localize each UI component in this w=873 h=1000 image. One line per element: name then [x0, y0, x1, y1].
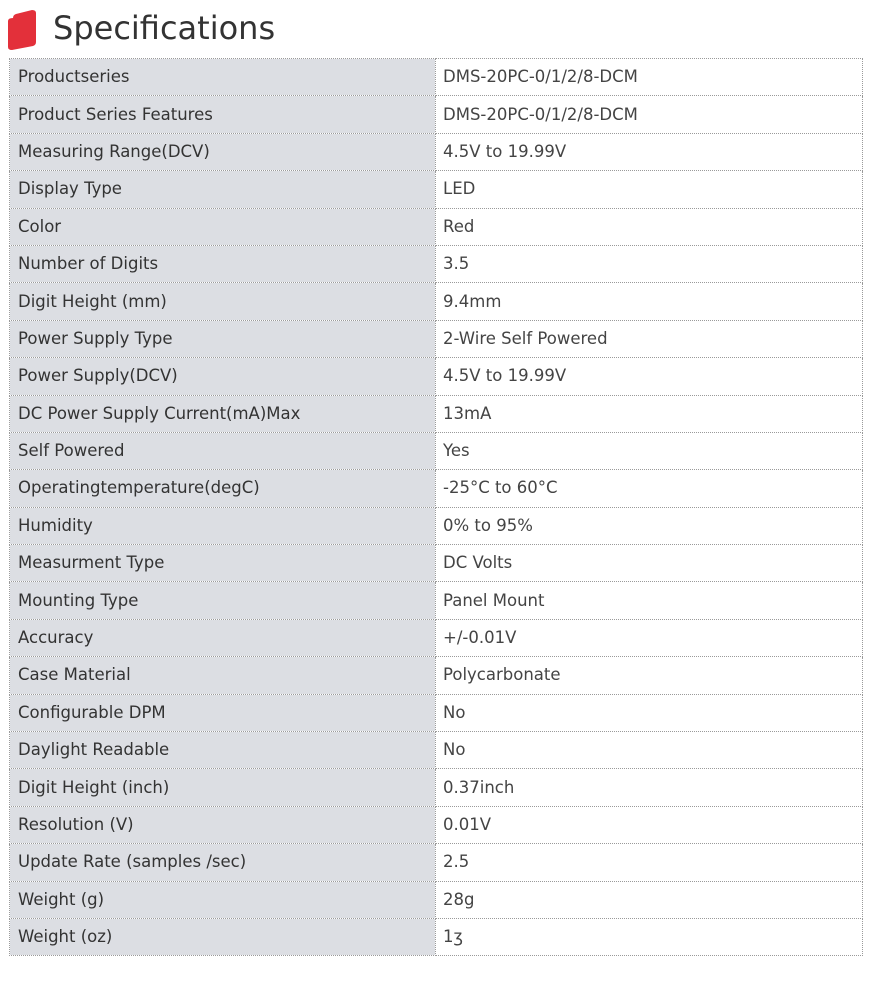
spec-value: Panel Mount [436, 582, 863, 619]
spec-value: 0.01V [436, 806, 863, 843]
spec-label: Weight (g) [10, 881, 436, 918]
spec-row [10, 582, 863, 619]
spec-row [10, 545, 863, 582]
spec-value: DMS-20PC-0/1/2/8-DCM [436, 59, 863, 96]
spec-row [10, 732, 863, 769]
spec-label: Measurment Type [10, 545, 436, 582]
page-title: Specifications [53, 9, 276, 47]
spec-value: DC Volts [436, 545, 863, 582]
spec-label: Weight (oz) [10, 918, 436, 955]
spec-row [10, 507, 863, 544]
spec-label: Power Supply Type [10, 320, 436, 357]
spec-value: 3.5 [436, 245, 863, 282]
spec-label: Product Series Features [10, 96, 436, 133]
spec-label: Resolution (V) [10, 806, 436, 843]
spec-label: Configurable DPM [10, 694, 436, 731]
spec-label: Digit Height (mm) [10, 283, 436, 320]
spec-value: 0% to 95% [436, 507, 863, 544]
spec-label: Mounting Type [10, 582, 436, 619]
spec-value: Yes [436, 432, 863, 469]
spec-value: -25°C to 60°C [436, 470, 863, 507]
spec-value: 4.5V to 19.99V [436, 133, 863, 170]
spec-row [10, 694, 863, 731]
spec-row [10, 844, 863, 881]
spec-row [10, 432, 863, 469]
spec-label: Accuracy [10, 619, 436, 656]
spec-label: Number of Digits [10, 245, 436, 282]
spec-label: Color [10, 208, 436, 245]
spec-row [10, 769, 863, 806]
spec-label: Daylight Readable [10, 732, 436, 769]
spec-row [10, 245, 863, 282]
spec-row [10, 283, 863, 320]
spec-label: Power Supply(DCV) [10, 358, 436, 395]
spec-row [10, 619, 863, 656]
spec-value: Red [436, 208, 863, 245]
spec-label: Operatingtemperature(degC) [10, 470, 436, 507]
spec-value: 2.5 [436, 844, 863, 881]
red-parallelogram-icon [8, 10, 36, 50]
spec-row [10, 881, 863, 918]
spec-value: 0.37inch [436, 769, 863, 806]
spec-row [10, 918, 863, 955]
spec-label: Case Material [10, 657, 436, 694]
spec-value: 2-Wire Self Powered [436, 320, 863, 357]
spec-row [10, 133, 863, 170]
spec-label: Update Rate (samples /sec) [10, 844, 436, 881]
spec-value: No [436, 732, 863, 769]
spec-row [10, 96, 863, 133]
spec-label: Humidity [10, 507, 436, 544]
spec-row [10, 358, 863, 395]
red-parallelogram-shape [8, 10, 36, 50]
spec-value: 9.4mm [436, 283, 863, 320]
spec-value: LED [436, 171, 863, 208]
spec-row [10, 59, 863, 96]
spec-label: DC Power Supply Current(mA)Max [10, 395, 436, 432]
spec-row [10, 171, 863, 208]
specifications-table [9, 58, 863, 956]
spec-row [10, 395, 863, 432]
spec-value: 1ʒ [436, 918, 863, 955]
spec-row [10, 320, 863, 357]
spec-label: Self Powered [10, 432, 436, 469]
spec-row [10, 208, 863, 245]
spec-label: Digit Height (inch) [10, 769, 436, 806]
spec-label: Measuring Range(DCV) [10, 133, 436, 170]
specifications-header [0, 0, 873, 58]
spec-value: 4.5V to 19.99V [436, 358, 863, 395]
spec-label: Productseries [10, 59, 436, 96]
spec-value: DMS-20PC-0/1/2/8-DCM [436, 96, 863, 133]
spec-value: Polycarbonate [436, 657, 863, 694]
spec-value: 28g [436, 881, 863, 918]
spec-value: No [436, 694, 863, 731]
spec-row [10, 806, 863, 843]
spec-row [10, 470, 863, 507]
spec-value: 13mA [436, 395, 863, 432]
spec-label: Display Type [10, 171, 436, 208]
spec-row [10, 657, 863, 694]
spec-value: +/-0.01V [436, 619, 863, 656]
